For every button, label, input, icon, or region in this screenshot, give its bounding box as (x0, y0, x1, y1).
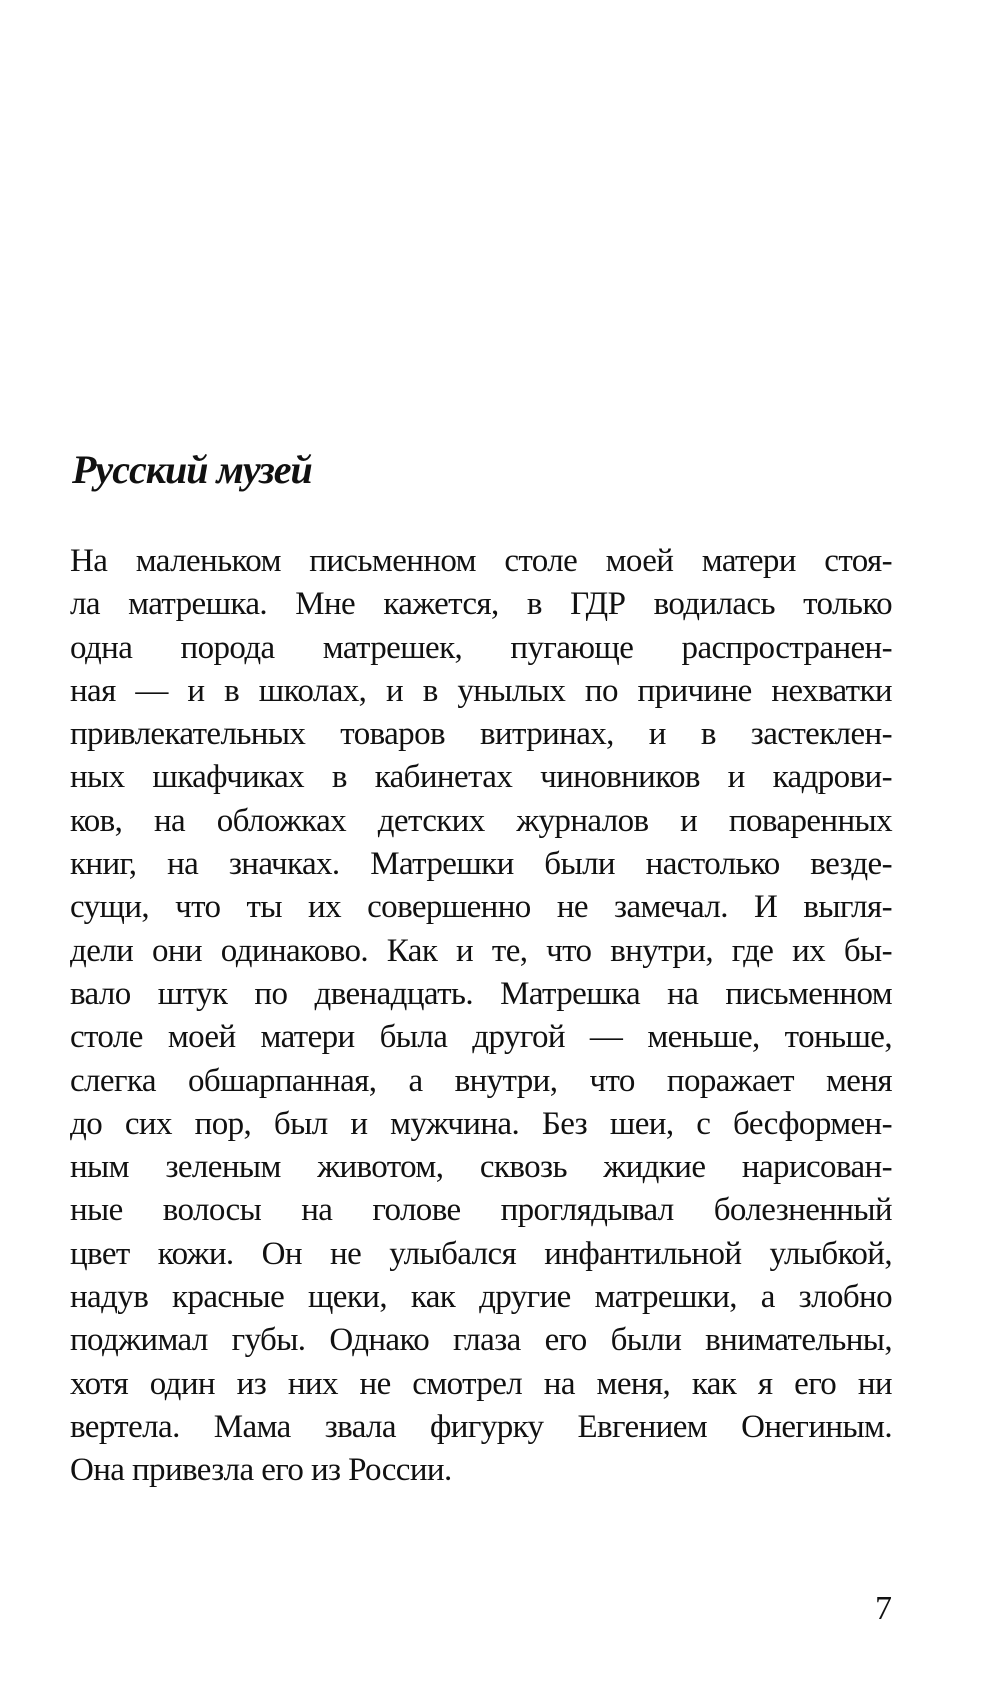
text-line: хотя один из них не смотрел на меня, как я его ни (70, 1365, 892, 1402)
text-line: книг, на значках. Матрешки были настолько везде- (70, 846, 892, 883)
text-line: слегка обшарпанная, а внутри, что поражает меня (70, 1062, 892, 1099)
text-line: Она привезла его из России. (70, 1452, 452, 1489)
text-line: вало штук по двенадцать. Матрешка на письменном (70, 975, 892, 1012)
body-paragraph (70, 540, 892, 1493)
text-line: вертела. Мама звала фигурку Евгением Онегиным. (70, 1408, 892, 1445)
text-line: привлекательных товаров витринах, и в застеклен- (70, 716, 892, 753)
text-line: дели они одинаково. Как и те, что внутри, где их бы- (70, 932, 892, 969)
text-line: сущи, что ты их совершенно не замечал. И выгля- (70, 889, 892, 926)
text-line: одна порода матрешек, пугающе распространен- (70, 629, 892, 666)
page-number: 7 (875, 1590, 892, 1627)
text-line: цвет кожи. Он не улыбался инфантильной улыбкой, (70, 1235, 892, 1272)
text-line: ные волосы на голове проглядывал болезненный (70, 1192, 892, 1229)
text-line: поджимал губы. Однако глаза его были внимательны, (70, 1322, 892, 1359)
text-line: столе моей матери была другой — меньше, тоньше, (70, 1019, 892, 1056)
text-line: ным зеленым животом, сквозь жидкие нарисован- (70, 1149, 892, 1186)
text-line: до сих пор, был и мужчина. Без шеи, с бесформен- (70, 1105, 892, 1142)
text-line: надув красные щеки, как другие матрешки, а злобно (70, 1279, 892, 1316)
text-line: ных шкафчиках в кабинетах чиновников и кадрови- (70, 759, 892, 796)
text-line: ла матрешка. Мне кажется, в ГДР водилась только (70, 586, 892, 623)
text-line: ная — и в школах, и в унылых по причине нехватки (70, 672, 892, 709)
chapter-title: Русский музей (72, 447, 312, 492)
text-line: ков, на обложках детских журналов и поваренных (70, 802, 892, 839)
text-line: На маленьком письменном столе моей матери стоя- (70, 543, 892, 579)
